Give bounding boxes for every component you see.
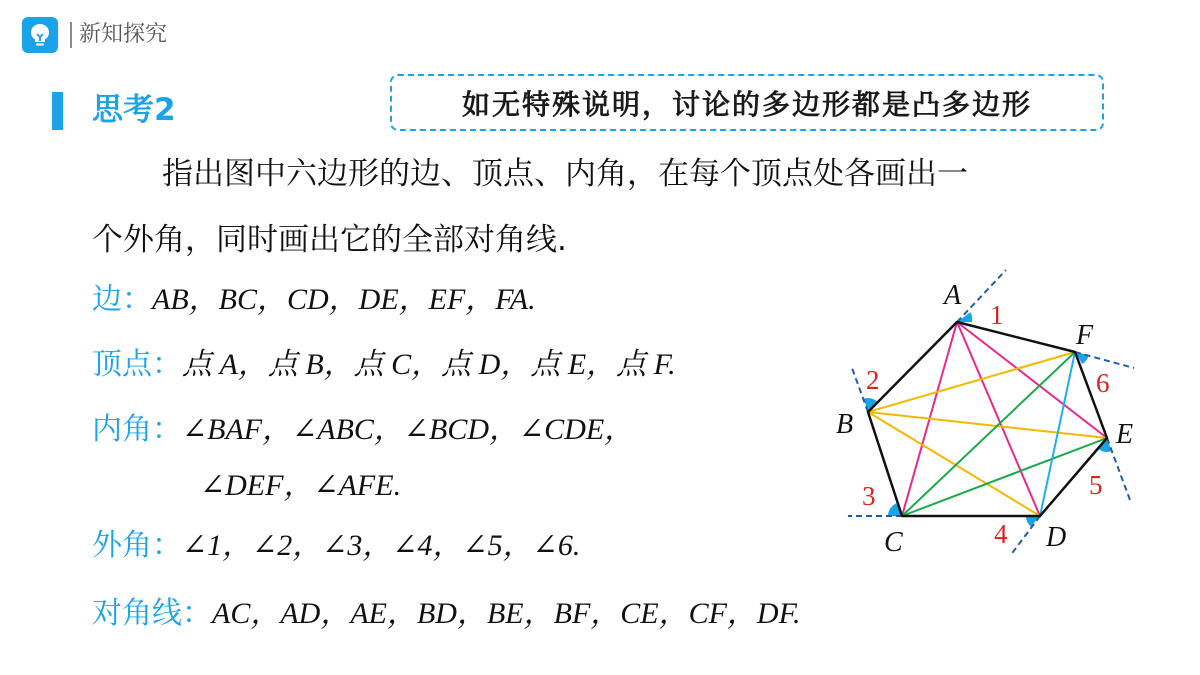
diagonals-label: 对角线： (92, 596, 212, 631)
note-box (390, 74, 1104, 131)
angle-label-6: 6 (1096, 368, 1110, 398)
answer-interior-line-2 (200, 466, 401, 506)
vertex-label-e: E (1116, 419, 1134, 450)
answer-diagonals (92, 594, 801, 634)
lightbulb-icon (22, 17, 58, 53)
angle-label-1: 1 (990, 300, 1004, 330)
angle-label-5: 5 (1089, 470, 1103, 500)
angle-label-4: 4 (994, 519, 1008, 549)
vertex-label-b: B (836, 409, 854, 440)
answer-sides (92, 280, 536, 320)
section-marker (52, 92, 63, 130)
answer-vertices (92, 345, 676, 385)
exterior-label: 外角： (92, 528, 182, 563)
hexagon-diagram (820, 260, 1180, 580)
diagonals-value: AC，AD，AE，BD，BE，BF，CE，CF，DF. (212, 597, 801, 630)
sides-label: 边： (92, 282, 152, 317)
section-title: 思考2 (92, 92, 176, 128)
angle-label-2: 2 (866, 365, 880, 395)
answer-exterior (92, 526, 580, 566)
interior-value-2: ∠DEF，∠AFE. (200, 469, 402, 502)
question-line-1: 指出图中六边形的边、顶点、内角，在每个顶点处各画出一 (162, 156, 968, 192)
answer-interior-line-1 (92, 410, 634, 450)
header-title: 新知探究 (79, 22, 168, 47)
vertices-value: 点 A，点 B，点 C，点 D，点 E，点 F. (182, 348, 676, 381)
vertex-label-d: D (1046, 522, 1067, 553)
extension-at-d (1010, 516, 1040, 556)
diagonal-ce (902, 438, 1107, 516)
vertex-label-c: C (884, 527, 903, 558)
vertex-label-f: F (1076, 320, 1094, 351)
question-line-2: 个外角，同时画出它的全部对角线. (92, 222, 567, 258)
diagonal-ad (957, 322, 1040, 516)
vertices-label: 顶点： (92, 347, 182, 382)
hexagon-figure (820, 260, 1180, 580)
hexagon-outline (868, 322, 1107, 516)
angle-label-3: 3 (862, 481, 876, 511)
note-text: 如无特殊说明，讨论的多边形都是凸多边形 (461, 87, 1032, 121)
vertex-label-a: A (944, 280, 962, 311)
header-divider (70, 22, 72, 48)
interior-value-1: ∠BAF，∠ABC，∠BCD，∠CDE， (182, 413, 635, 446)
interior-label: 内角： (92, 412, 182, 447)
exterior-value: ∠1，∠2，∠3，∠4，∠5，∠6. (182, 529, 581, 562)
sides-value: AB，BC，CD，DE，EF，FA. (152, 283, 536, 316)
